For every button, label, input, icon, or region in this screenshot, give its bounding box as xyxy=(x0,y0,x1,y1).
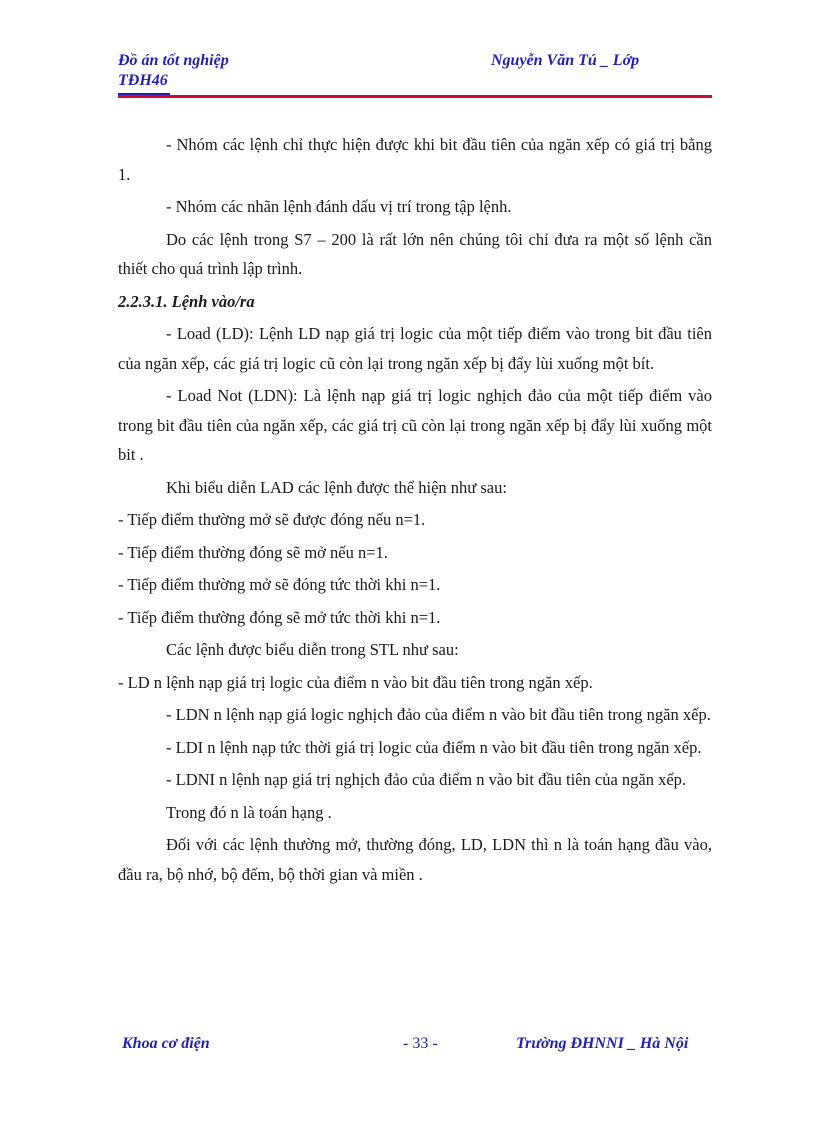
paragraph: - Nhóm các lệnh chỉ thực hiện được khi bit đầu tiên của ngăn xếp có giá trị bằng 1. xyxy=(118,135,712,184)
paragraph: Đối với các lệnh thường mở, thường đóng, LD, LDN thì n là toán hạng đầu vào, đầu ra, bộ nhớ, bộ đếm, bộ thời gian và miền . xyxy=(118,835,712,884)
paragraph: - Load Not (LDN): Là lệnh nạp giá trị logic nghịch đảo của một tiếp điểm vào trong bit đầu tiên của ngăn xếp, các giá trị cũ còn lại trong ngăn xếp bị đẩy lùi xuống một bit . xyxy=(118,386,712,464)
header-rule xyxy=(118,95,712,98)
paragraph: Các lệnh được biểu diễn trong STL như sau: xyxy=(166,640,459,659)
section-heading: 2.2.3.1. Lệnh vào/ra xyxy=(118,291,255,311)
paragraph: - Tiếp điểm thường mở sẽ đóng tức thời khi n=1. xyxy=(118,575,441,594)
footer-faculty: Khoa cơ điện xyxy=(122,1035,210,1052)
page-body xyxy=(118,130,712,892)
paragraph: - Nhóm các nhãn lệnh đánh dấu vị trí trong tập lệnh. xyxy=(166,197,512,216)
paragraph: - LDN n lệnh nạp giá logic nghịch đảo của điểm n vào bit đầu tiên trong ngăn xếp. xyxy=(166,705,711,724)
paragraph: Do các lệnh trong S7 – 200 là rất lớn nên chúng tôi chỉ đưa ra một số lệnh cần thiết cho quá trình lập trình. xyxy=(118,229,712,278)
page-number: - 33 - xyxy=(403,1035,438,1052)
paragraph: Trong đó n là toán hạng . xyxy=(166,802,332,822)
paragraph: - Load (LD): Lệnh LD nạp giá trị logic của một tiếp điểm vào trong bit đầu tiên của ngăn xếp, các giá trị logic cũ còn lại trong ngăn xếp bị đẩy lùi xuống một bít. xyxy=(118,324,712,373)
header-document-title: Đồ án tốt nghiệp xyxy=(118,52,229,69)
paragraph: - LDNI n lệnh nạp giá trị nghịch đảo của điểm n vào bit đầu tiên của ngăn xếp. xyxy=(166,770,687,789)
paragraph: Khi biểu diễn LAD các lệnh được thể hiện như sau: xyxy=(166,477,507,497)
header-class-code: TĐH46 xyxy=(118,72,168,89)
paragraph: - Tiếp điểm thường đóng sẽ mở tức thời khi n=1. xyxy=(118,607,441,627)
paragraph: - LDI n lệnh nạp tức thời giá trị logic của điểm n vào bit đầu tiên trong ngăn xếp. xyxy=(166,737,702,757)
header-author: Nguyễn Văn Tú _ Lớp xyxy=(491,52,640,69)
paragraph: - Tiếp điểm thường đóng sẽ mở nếu n=1. xyxy=(118,542,388,562)
footer-university: Trường ĐHNNI _ Hà Nội xyxy=(516,1035,689,1052)
paragraph: - Tiếp điểm thường mở sẽ được đóng nếu n=1. xyxy=(118,510,426,529)
paragraph: - LD n lệnh nạp giá trị logic của điểm n vào bit đầu tiên trong ngăn xếp. xyxy=(118,672,593,692)
